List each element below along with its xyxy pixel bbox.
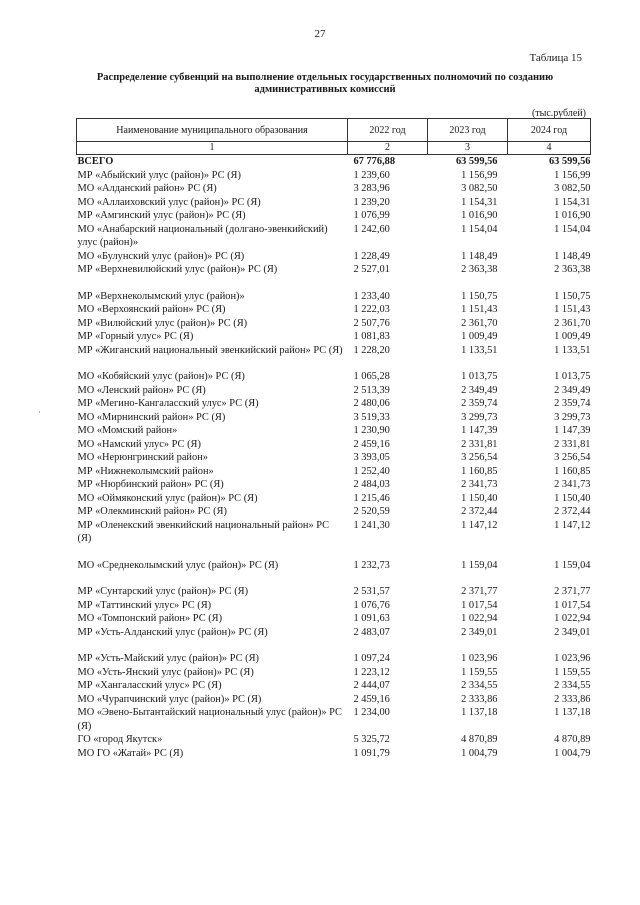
municipality-name: МО «Алданский район» РС (Я) xyxy=(77,183,217,194)
value-2022: 3 519,33 xyxy=(353,411,390,423)
value-2023: 1 016,90 xyxy=(461,210,498,221)
municipality-name: МО «Кобяйский улус (район)» РС (Я) xyxy=(77,371,245,382)
value-2022: 1 252,40 xyxy=(353,465,390,477)
spacer-row xyxy=(77,546,591,559)
municipality-name: МО «Усть-Янский улус (район)» РС (Я) xyxy=(77,666,254,678)
value-2024: 2 349,01 xyxy=(554,626,591,638)
municipality-name: МО «Эвено-Бытантайский национальный улус (район)» РС (Я) xyxy=(77,707,342,732)
municipality-name: МР «Усть-Алданский улус (район)» РС (Я) xyxy=(77,626,268,638)
table-row xyxy=(77,263,591,277)
value-2024: 1 154,31 xyxy=(554,196,591,208)
value-2024: 2 333,86 xyxy=(554,693,591,705)
spacer-row xyxy=(77,572,591,585)
value-2022: 1 228,49 xyxy=(353,250,390,262)
value-2023: 2 349,01 xyxy=(461,626,498,638)
table-row xyxy=(77,169,591,183)
municipality-name: МО «Булунский улус (район)» РС (Я) xyxy=(77,250,245,262)
municipality-name: МР «Нижнеколымский район» xyxy=(77,465,214,477)
value-2024: 1 150,75 xyxy=(554,290,591,302)
value-2024: 1 013,75 xyxy=(554,371,591,382)
value-2022: 1 242,60 xyxy=(353,223,390,235)
value-2024: 4 870,89 xyxy=(554,734,591,745)
municipality-name: МО ГО «Жатай» РС (Я) xyxy=(77,747,184,759)
value-2022: 1 239,60 xyxy=(353,169,390,181)
value-2024: 1 160,85 xyxy=(554,465,591,477)
value-2024: 1 017,54 xyxy=(554,599,591,611)
column-number-row xyxy=(77,142,591,155)
value-2024: 1 137,18 xyxy=(554,707,591,718)
value-2023: 1 023,96 xyxy=(461,653,498,664)
value-2023: 1 159,04 xyxy=(461,559,498,571)
municipality-name: МР «Оленекский эвенкийский национальный район» РС (Я) xyxy=(77,519,330,544)
header-2024: 2024 год xyxy=(508,119,591,142)
municipality-name: МР «Олекминский район» РС (Я) xyxy=(77,506,227,517)
municipality-name: МР «Абыйский улус (район)» РС (Я) xyxy=(77,169,241,181)
table-row xyxy=(77,223,591,250)
value-2023: 1 013,75 xyxy=(461,371,498,382)
municipality-name: МР «Верхневилюйский улус (район)» РС (Я) xyxy=(77,264,278,275)
value-2023: 2 333,86 xyxy=(461,693,498,705)
value-2023: 3 082,50 xyxy=(461,183,498,194)
table-row xyxy=(77,330,591,344)
municipality-name: МО «Оймяконский улус (район)» РС (Я) xyxy=(77,492,258,504)
margin-mark: · xyxy=(38,407,41,417)
table-row xyxy=(77,196,591,210)
value-2024: 1 023,96 xyxy=(554,653,591,664)
table-row xyxy=(77,626,591,640)
table-row xyxy=(77,679,591,693)
value-2023: 1 017,54 xyxy=(461,599,498,611)
value-2022: 1 234,00 xyxy=(353,707,390,718)
value-2022: 1 241,30 xyxy=(353,519,390,531)
value-2022: 1 081,83 xyxy=(353,331,390,342)
value-2023: 1 148,49 xyxy=(461,250,498,262)
value-2024: 2 349,49 xyxy=(554,384,591,396)
table-row xyxy=(77,519,591,546)
value-2024: 1 154,04 xyxy=(554,223,591,235)
table-row xyxy=(77,250,591,264)
table-row xyxy=(77,478,591,492)
value-2024: 2 371,77 xyxy=(554,586,591,597)
value-2022: 1 091,79 xyxy=(353,747,390,759)
table-row xyxy=(77,559,591,573)
municipality-name: МР «Хангаласский улус» РС (Я) xyxy=(77,680,222,691)
table-row xyxy=(77,303,591,317)
column-number: 2 xyxy=(348,142,428,155)
value-2024: 2 331,81 xyxy=(554,438,591,450)
value-2022: 1 065,28 xyxy=(353,371,390,382)
table-row xyxy=(77,599,591,613)
municipality-name: МО «Томпонский район» РС (Я) xyxy=(77,613,223,624)
value-2023: 2 341,73 xyxy=(461,479,498,490)
header-name: Наименование муниципального образования xyxy=(77,119,348,142)
total-row xyxy=(77,155,591,169)
value-2022: 2 513,39 xyxy=(353,384,390,396)
table-row xyxy=(77,424,591,438)
municipality-name: МО «Аллаиховский улус (район)» РС (Я) xyxy=(77,196,261,208)
value-2022: 2 459,16 xyxy=(353,438,390,450)
value-2022: 2 480,06 xyxy=(353,398,390,409)
value-2022: 1 223,12 xyxy=(353,666,390,678)
value-2024: 3 082,50 xyxy=(554,183,591,194)
municipality-name: МР «Амгинский улус (район)» РС (Я) xyxy=(77,210,246,221)
value-2023: 2 371,77 xyxy=(461,586,498,597)
table-row xyxy=(77,182,591,196)
spacer-cell xyxy=(77,639,591,652)
municipality-name: МО «Намский улус» РС (Я) xyxy=(77,438,201,450)
municipality-name: МО «Нерюнгринский район» xyxy=(77,452,208,463)
municipality-name: МР «Горный улус» РС (Я) xyxy=(77,331,194,342)
value-2023: 1 133,51 xyxy=(461,344,498,356)
value-2022: 1 222,03 xyxy=(353,304,390,315)
table-header-row xyxy=(77,119,591,142)
value-2023: 3 299,73 xyxy=(461,411,498,423)
value-2022: 1 076,99 xyxy=(353,210,390,221)
municipality-name: МО «Чурапчинский улус (район)» РС (Я) xyxy=(77,693,262,705)
value-2024: 1 009,49 xyxy=(554,331,591,342)
value-2023: 2 361,70 xyxy=(461,317,498,329)
value-2023: 1 009,49 xyxy=(461,331,498,342)
value-2024: 1 150,40 xyxy=(554,492,591,504)
value-2024: 1 151,43 xyxy=(554,304,591,315)
table-label: Таблица 15 xyxy=(529,52,582,64)
table-row xyxy=(77,612,591,626)
value-2024: 2 334,55 xyxy=(554,680,591,691)
value-2023: 3 256,54 xyxy=(461,452,498,463)
table-row xyxy=(77,344,591,358)
table-row xyxy=(77,451,591,465)
municipality-name: ВСЕГО xyxy=(77,156,114,167)
value-2022: 2 531,57 xyxy=(353,586,390,597)
municipality-name: МР «Нюрбинский район» РС (Я) xyxy=(77,479,224,490)
municipality-name: МР «Сунтарский улус (район)» РС (Я) xyxy=(77,586,249,597)
value-2024: 1 004,79 xyxy=(554,747,591,759)
value-2024: 1 148,49 xyxy=(554,250,591,262)
municipality-name: МО «Среднеколымский улус (район)» РС (Я) xyxy=(77,559,279,571)
value-2022: 2 507,76 xyxy=(353,317,390,329)
spacer-cell xyxy=(77,357,591,370)
spacer-row xyxy=(77,639,591,652)
spacer-row xyxy=(77,277,591,290)
value-2022: 2 483,07 xyxy=(353,626,390,638)
value-2022: 5 325,72 xyxy=(353,734,390,745)
table-row xyxy=(77,652,591,666)
municipality-name: МР «Жиганский национальный эвенкийский район» РС (Я) xyxy=(77,344,343,356)
value-2023: 1 147,39 xyxy=(461,425,498,436)
value-2024: 2 363,38 xyxy=(554,264,591,275)
units-label: (тыс.рублей) xyxy=(531,108,586,119)
column-number: 3 xyxy=(428,142,508,155)
value-2024: 1 147,39 xyxy=(554,425,591,436)
table-row xyxy=(77,585,591,599)
column-number: 4 xyxy=(508,142,591,155)
page-number: 27 xyxy=(314,28,326,40)
value-2023: 1 156,99 xyxy=(461,169,498,181)
value-2023: 1 154,04 xyxy=(461,223,498,235)
value-2024: 3 299,73 xyxy=(554,411,591,423)
value-2024: 1 147,12 xyxy=(554,519,591,531)
value-2022: 1 228,20 xyxy=(353,344,390,356)
municipality-name: МР «Мегино-Кангаласский улус» РС (Я) xyxy=(77,398,259,409)
value-2022: 2 527,01 xyxy=(353,264,390,275)
table-row xyxy=(77,747,591,761)
spacer-cell xyxy=(77,546,591,559)
value-2023: 1 137,18 xyxy=(461,707,498,718)
spacer-cell xyxy=(77,277,591,290)
value-2022: 1 076,76 xyxy=(353,599,390,611)
table-row xyxy=(77,411,591,425)
table-body xyxy=(77,155,591,761)
spacer-cell xyxy=(77,572,591,585)
table-row xyxy=(77,465,591,479)
municipality-name: МО «Момский район» xyxy=(77,425,178,436)
table-row xyxy=(77,397,591,411)
document-title: Распределение субвенций на выполнение отдельных государственных полномочий по созданию административных комиссий xyxy=(96,72,554,95)
value-2022: 2 459,16 xyxy=(353,693,390,705)
municipality-name: МО «Верхоянский район» РС (Я) xyxy=(77,304,226,315)
table-row xyxy=(77,733,591,747)
value-2023: 1 154,31 xyxy=(461,196,498,208)
table-row xyxy=(77,505,591,519)
value-2022: 1 239,20 xyxy=(353,196,390,208)
value-2024: 1 016,90 xyxy=(554,210,591,221)
table-row xyxy=(77,209,591,223)
value-2023: 1 150,75 xyxy=(461,290,498,302)
value-2023: 1 151,43 xyxy=(461,304,498,315)
value-2023: 1 150,40 xyxy=(461,492,498,504)
value-2023: 1 147,12 xyxy=(461,519,498,531)
table-row xyxy=(77,384,591,398)
value-2023: 63 599,56 xyxy=(455,156,498,167)
value-2023: 1 022,94 xyxy=(461,613,498,624)
value-2023: 1 159,55 xyxy=(461,666,498,678)
value-2024: 2 361,70 xyxy=(554,317,591,329)
municipality-name: ГО «город Якутск» xyxy=(77,734,163,745)
value-2022: 1 215,46 xyxy=(353,492,390,504)
municipality-name: МР «Вилюйский улус (район)» РС (Я) xyxy=(77,317,248,329)
table-row xyxy=(77,666,591,680)
municipality-name: МР «Таттинский улус» РС (Я) xyxy=(77,599,212,611)
value-2024: 3 256,54 xyxy=(554,452,591,463)
value-2024: 2 372,44 xyxy=(554,506,591,517)
column-number: 1 xyxy=(77,142,348,155)
value-2024: 2 359,74 xyxy=(554,398,591,409)
table-row xyxy=(77,492,591,506)
value-2023: 1 160,85 xyxy=(461,465,498,477)
value-2022: 1 091,63 xyxy=(353,613,390,624)
value-2024: 1 156,99 xyxy=(554,169,591,181)
value-2024: 1 022,94 xyxy=(554,613,591,624)
value-2022: 67 776,88 xyxy=(353,156,396,167)
value-2024: 2 341,73 xyxy=(554,479,591,490)
table-row xyxy=(77,290,591,304)
value-2022: 3 393,05 xyxy=(353,452,390,463)
header-2022: 2022 год xyxy=(348,119,428,142)
municipality-name: МО «Ленский район» РС (Я) xyxy=(77,384,206,396)
value-2023: 2 349,49 xyxy=(461,384,498,396)
header-2023: 2023 год xyxy=(428,119,508,142)
value-2024: 1 159,04 xyxy=(554,559,591,571)
value-2023: 4 870,89 xyxy=(461,734,498,745)
table-row xyxy=(77,370,591,384)
municipality-name: МР «Верхнеколымский улус (район)» xyxy=(77,290,245,302)
value-2022: 2 484,03 xyxy=(353,479,390,490)
value-2023: 2 331,81 xyxy=(461,438,498,450)
value-2023: 2 359,74 xyxy=(461,398,498,409)
municipality-name: МО «Мирнинский район» РС (Я) xyxy=(77,411,226,423)
value-2022: 3 283,96 xyxy=(353,183,390,194)
municipality-name: МО «Анабарский национальный (долгано-эвенкийский) улус (район)» xyxy=(77,223,328,248)
value-2024: 1 133,51 xyxy=(554,344,591,356)
value-2022: 2 520,59 xyxy=(353,506,390,517)
value-2022: 1 232,73 xyxy=(353,559,390,571)
value-2023: 2 372,44 xyxy=(461,506,498,517)
spacer-row xyxy=(77,357,591,370)
value-2023: 1 004,79 xyxy=(461,747,498,759)
value-2023: 2 334,55 xyxy=(461,680,498,691)
value-2024: 63 599,56 xyxy=(548,156,591,167)
subvention-table xyxy=(76,118,591,760)
value-2022: 1 097,24 xyxy=(353,653,390,664)
value-2022: 1 230,90 xyxy=(353,425,390,436)
value-2022: 2 444,07 xyxy=(353,680,390,691)
value-2024: 1 159,55 xyxy=(554,666,591,678)
municipality-name: МР «Усть-Майский улус (район)» РС (Я) xyxy=(77,653,260,664)
table-row xyxy=(77,706,591,733)
table-row xyxy=(77,438,591,452)
value-2022: 1 233,40 xyxy=(353,290,390,302)
value-2023: 2 363,38 xyxy=(461,264,498,275)
table-row xyxy=(77,693,591,707)
table-row xyxy=(77,317,591,331)
